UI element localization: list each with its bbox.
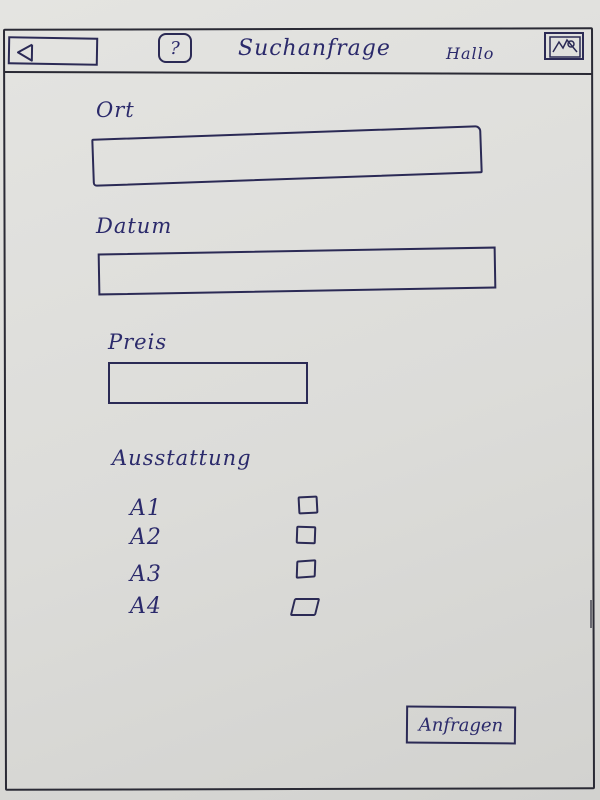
- help-button[interactable]: ?: [158, 33, 192, 63]
- preis-label: Preis: [108, 330, 168, 354]
- paper-edge-mark: [590, 600, 592, 628]
- ort-label: Ort: [96, 98, 135, 122]
- option-checkbox-a4[interactable]: [290, 598, 320, 616]
- option-checkbox-a2[interactable]: [296, 526, 317, 545]
- back-arrow-icon: [14, 42, 36, 62]
- option-checkbox-a3[interactable]: [296, 559, 317, 578]
- greeting-text: Hallo: [446, 44, 495, 63]
- option-label-a1: A1: [130, 496, 162, 521]
- preis-input[interactable]: [108, 362, 308, 404]
- option-label-a4: A4: [130, 594, 162, 619]
- page-title: Suchanfrage: [238, 36, 391, 61]
- datum-input[interactable]: [98, 247, 497, 296]
- option-checkbox-a1[interactable]: [298, 495, 319, 514]
- datum-label: Datum: [96, 214, 173, 238]
- option-label-a2: A2: [130, 525, 162, 550]
- user-avatar-button[interactable]: [544, 32, 584, 60]
- option-label-a3: A3: [130, 562, 162, 587]
- user-icon: [549, 36, 581, 58]
- anfragen-button[interactable]: Anfragen: [406, 706, 516, 745]
- back-button[interactable]: [8, 36, 98, 66]
- ausstattung-label: Ausstattung: [112, 446, 252, 470]
